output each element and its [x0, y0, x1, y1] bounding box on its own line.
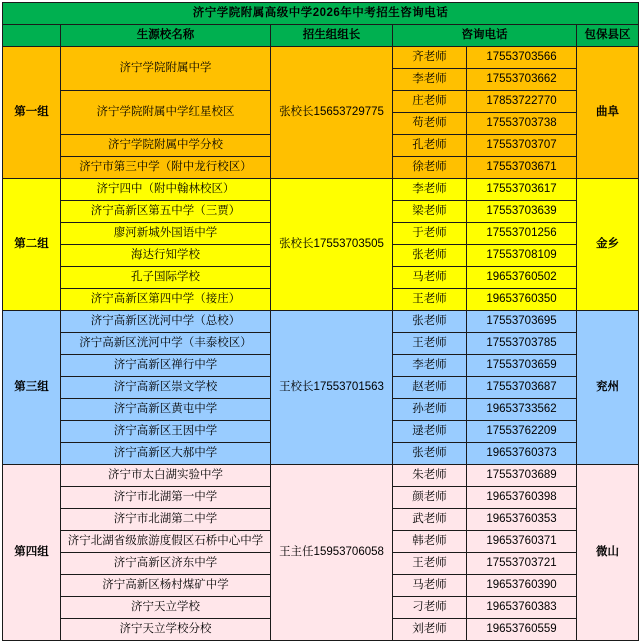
- phone-number-cell: 17553762209: [467, 421, 577, 443]
- teacher-name-cell: 梁老师: [393, 201, 467, 223]
- phone-number-cell: 19653760559: [467, 619, 577, 641]
- school-name-cell: 济宁高新区崇文学校: [61, 377, 271, 399]
- teacher-name-cell: 李老师: [393, 179, 467, 201]
- school-name-cell: 济宁高新区济东中学: [61, 553, 271, 575]
- teacher-name-cell: 马老师: [393, 575, 467, 597]
- phone-number-cell: 19653733562: [467, 399, 577, 421]
- teacher-name-cell: 王老师: [393, 333, 467, 355]
- teacher-name-cell: 朱老师: [393, 465, 467, 487]
- teacher-name-cell: 武老师: [393, 509, 467, 531]
- group-name-cell: 第三组: [3, 311, 61, 465]
- school-name-cell: 济宁市北湖第二中学: [61, 509, 271, 531]
- school-name-cell: 济宁市太白湖实验中学: [61, 465, 271, 487]
- teacher-name-cell: 徐老师: [393, 157, 467, 179]
- teacher-name-cell: 张老师: [393, 311, 467, 333]
- teacher-name-cell: 颜老师: [393, 487, 467, 509]
- teacher-name-cell: 赵老师: [393, 377, 467, 399]
- teacher-name-cell: 王老师: [393, 289, 467, 311]
- phone-number-cell: 19653760350: [467, 289, 577, 311]
- school-name-cell: 济宁市第三中学（附中龙行校区）: [61, 157, 271, 179]
- teacher-name-cell: 庄老师: [393, 91, 467, 113]
- teacher-name-cell: 苟老师: [393, 113, 467, 135]
- school-name-cell: 济宁天立学校分校: [61, 619, 271, 641]
- school-name-cell: 济宁高新区第四中学（接庄）: [61, 289, 271, 311]
- phone-number-cell: 17553701256: [467, 223, 577, 245]
- phone-number-cell: 17553703785: [467, 333, 577, 355]
- group-leader-cell: 王校长17553701563: [271, 311, 393, 465]
- school-name-cell: 孔子国际学校: [61, 267, 271, 289]
- header-phone: 咨询电话: [393, 25, 577, 47]
- phone-number-cell: 17553708109: [467, 245, 577, 267]
- table-row: [3, 179, 639, 201]
- school-name-cell: 济宁高新区禅行中学: [61, 355, 271, 377]
- school-name-cell: 济宁高新区洸河中学（丰泰校区）: [61, 333, 271, 355]
- teacher-name-cell: 李老师: [393, 69, 467, 91]
- table-title-row: [3, 3, 639, 25]
- phone-number-cell: 19653760371: [467, 531, 577, 553]
- header-school: 生源校名称: [61, 25, 271, 47]
- school-name-cell: 济宁高新区洸河中学（总校）: [61, 311, 271, 333]
- school-name-cell: 济宁市北湖第一中学: [61, 487, 271, 509]
- school-name-cell: 济宁高新区大郝中学: [61, 443, 271, 465]
- phone-number-cell: 17553703687: [467, 377, 577, 399]
- phone-number-cell: 17553703695: [467, 311, 577, 333]
- table-row: [3, 311, 639, 333]
- page-title: 济宁学院附属高级中学2026年中考招生咨询电话: [3, 3, 639, 25]
- teacher-name-cell: 孔老师: [393, 135, 467, 157]
- admissions-contact-table: [2, 2, 639, 641]
- phone-number-cell: 19653760373: [467, 443, 577, 465]
- phone-number-cell: 17553703707: [467, 135, 577, 157]
- header-county: 包保县区: [577, 25, 639, 47]
- table-header-row: [3, 25, 639, 47]
- group-leader-cell: 张校长17553703505: [271, 179, 393, 311]
- teacher-name-cell: 于老师: [393, 223, 467, 245]
- table-row: [3, 47, 639, 69]
- teacher-name-cell: 王老师: [393, 553, 467, 575]
- teacher-name-cell: 张老师: [393, 443, 467, 465]
- header-group: [3, 25, 61, 47]
- county-cell: 曲阜: [577, 47, 639, 179]
- teacher-name-cell: 刁老师: [393, 597, 467, 619]
- group-name-cell: 第二组: [3, 179, 61, 311]
- school-name-cell: 廖河新城外国语中学: [61, 223, 271, 245]
- teacher-name-cell: 孙老师: [393, 399, 467, 421]
- school-name-cell: 济宁高新区黄屯中学: [61, 399, 271, 421]
- teacher-name-cell: 逯老师: [393, 421, 467, 443]
- school-name-cell: 济宁北湖省级旅游度假区石桥中心中学: [61, 531, 271, 553]
- school-name-cell: 济宁天立学校: [61, 597, 271, 619]
- teacher-name-cell: 刘老师: [393, 619, 467, 641]
- teacher-name-cell: 齐老师: [393, 47, 467, 69]
- teacher-name-cell: 韩老师: [393, 531, 467, 553]
- school-name-cell: 济宁高新区王因中学: [61, 421, 271, 443]
- school-name-cell: 济宁学院附属中学红星校区: [61, 91, 271, 135]
- phone-number-cell: 17553703689: [467, 465, 577, 487]
- phone-number-cell: 17553703671: [467, 157, 577, 179]
- phone-number-cell: 17553703617: [467, 179, 577, 201]
- county-cell: 微山: [577, 465, 639, 641]
- teacher-name-cell: 马老师: [393, 267, 467, 289]
- phone-number-cell: 19653760390: [467, 575, 577, 597]
- table-row: [3, 465, 639, 487]
- phone-number-cell: 17553703721: [467, 553, 577, 575]
- phone-number-cell: 19653760502: [467, 267, 577, 289]
- school-name-cell: 济宁高新区第五中学（三贾）: [61, 201, 271, 223]
- teacher-name-cell: 李老师: [393, 355, 467, 377]
- phone-number-cell: 17553703659: [467, 355, 577, 377]
- group-name-cell: 第一组: [3, 47, 61, 179]
- phone-number-cell: 19653760398: [467, 487, 577, 509]
- group-leader-cell: 王主任15953706058: [271, 465, 393, 641]
- phone-number-cell: 17553703738: [467, 113, 577, 135]
- phone-number-cell: 17553703639: [467, 201, 577, 223]
- school-name-cell: 济宁学院附属中学: [61, 47, 271, 91]
- phone-number-cell: 17853722770: [467, 91, 577, 113]
- county-cell: 兖州: [577, 311, 639, 465]
- school-name-cell: 济宁四中（附中翰林校区）: [61, 179, 271, 201]
- phone-number-cell: 19653760383: [467, 597, 577, 619]
- header-leader: 招生组组长: [271, 25, 393, 47]
- phone-number-cell: 17553703662: [467, 69, 577, 91]
- teacher-name-cell: 张老师: [393, 245, 467, 267]
- phone-number-cell: 19653760353: [467, 509, 577, 531]
- school-name-cell: 海达行知学校: [61, 245, 271, 267]
- school-name-cell: 济宁学院附属中学分校: [61, 135, 271, 157]
- school-name-cell: 济宁高新区杨村煤矿中学: [61, 575, 271, 597]
- group-leader-cell: 张校长15653729775: [271, 47, 393, 179]
- county-cell: 金乡: [577, 179, 639, 311]
- phone-number-cell: 17553703566: [467, 47, 577, 69]
- group-name-cell: 第四组: [3, 465, 61, 641]
